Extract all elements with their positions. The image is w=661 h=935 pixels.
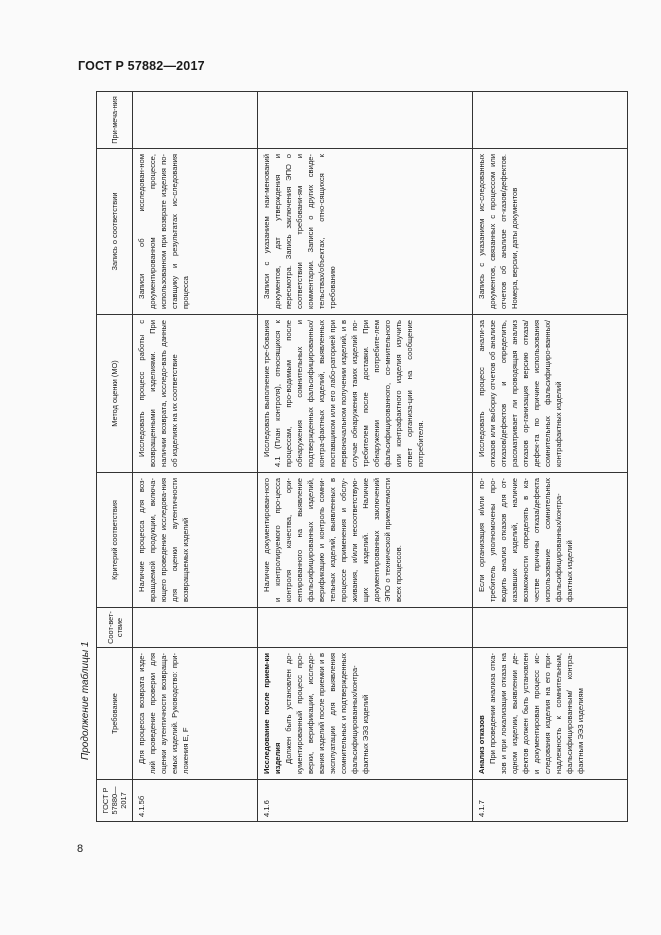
row-notes — [133, 92, 258, 149]
rotated-table-container — [96, 92, 616, 822]
method-text: Исследовать процесс анали-за отказов или выборку отчетов об анализе отказов/дефектов и определить, рассматривает ли проводящая анализ отказов ор-ганизация версию отказа/дефек-та по причине использования сомнительных фальсифициро-ванных/контрафактных изделий — [477, 320, 563, 467]
col-header-record: Запись о соответствии — [97, 149, 133, 315]
requirement-text: Должен быть установлен до-кументированный процесс про-верки, верификации, исследо-вания изделий после приемки и в эксплуатации для выявления сомнительных и подтвержденных фальсифицированных/контра-фактных ЭЭЗ изделий — [284, 653, 370, 774]
col-header-criterion: Критерий соответствия — [97, 473, 133, 608]
table-row — [473, 92, 628, 822]
row-compliance — [258, 608, 473, 648]
method-text: Исследовать выполнение тре-бования 4.1 (План контроля), относящихся к процессам, про-водимым после обнаружения сомнительных и подтвержденных фальсифицированных/контра-фактных изделий, выявленных поставщиком или его лабо-раторией при первоначальном получении изделий, и в случае обнаружения таких изделий по-требителем после доставки. При обнаружении потребите-лем фальсифицированного, со-мнительного или контрафактного изделия изучить ответ организа-ции на сообщение потребителя. — [262, 320, 425, 467]
criterion-text: Если организация и/или по-требитель уполномочены про-водить анализ отказов для от-казавших изделий, наличие возможности определять в ка-честве причины отказа/дефекта использование сомнительных фальсифицированных/контра-фактных изделий — [477, 478, 574, 602]
row-compliance — [133, 608, 258, 648]
table-row — [258, 92, 473, 822]
row-method — [473, 315, 628, 473]
row-record — [473, 149, 628, 315]
requirement-title: Исследование после прием-ки изделия — [262, 653, 282, 774]
col-header-code: ГОСТ Р 57880—2017 — [97, 780, 133, 822]
standard-title: ГОСТ Р 57882—2017 — [78, 59, 205, 73]
page-number: 8 — [77, 843, 84, 855]
col-header-method: Метод оценки (МО) — [97, 315, 133, 473]
row-requirement — [473, 648, 628, 780]
row-record — [133, 149, 258, 315]
record-text: Записи с указанием наи-менований документов, дат утверждения и пересмотра. Запись заключения ЭПО о соответствии требовани-ям и комментарии. Записи о других свиде-тельствах/объектах, отно-сящихся к требованию — [262, 154, 337, 309]
row-method — [133, 315, 258, 473]
requirement-text: При проведении анализа отка-зов и при локализации отказа на одном изделии, выявлении де-фектов должен быть установлен и документирован процесс ис-следования изделия на его при-надлежность к сомнительным, фальсифицированным/ контра-фактным ЭЭЗ изделиям — [488, 653, 585, 774]
criterion-text: Наличие документирован-ного и контролируемого про-цесса контроля качества, ори-ентированного на выявление фальсифицированных изделий, верификацию и контроль сомни-тельных изделий, выявленных в процессе применения и обслу-живания, и/или несоответствую-щих изделий. Наличие документированных заключений ЭПО о технической приемлемости всех процессов. — [262, 478, 403, 602]
col-header-requirement: Требование — [97, 648, 133, 780]
record-text: Запись с указанием ис-следованных документов, связанных с процессом или отчетов об анализе от-казов/дефектов. Номера, версии, даты документов — [477, 154, 519, 309]
row-criterion — [473, 473, 628, 608]
method-text: Исследовать процесс работы с возвращенными изделиями. При наличии возврата, исследо-вать данные об изделиях на их соответствие — [137, 320, 179, 467]
requirement-title: Анализ отказов — [477, 715, 486, 774]
row-criterion — [258, 473, 473, 608]
table-row — [133, 92, 258, 822]
table-header-row — [97, 92, 133, 822]
row-code: 4.1.6 — [258, 780, 473, 822]
record-text: Записи об исследован-ном документированном процессе, использованном при возврате изделия по-ставщику и результатах ис-следования процесса — [137, 154, 190, 309]
table-continuation-caption: Продолжение таблицы 1 — [80, 641, 91, 760]
col-header-compliance: Соот-вет-ствие — [97, 608, 133, 648]
row-notes — [258, 92, 473, 149]
requirements-table — [96, 91, 628, 822]
row-method — [258, 315, 473, 473]
row-code: 4.1.5б — [133, 780, 258, 822]
row-requirement — [258, 648, 473, 780]
row-code: 4.1.7 — [473, 780, 628, 822]
criterion-text: Наличие процесса для воз-вращаемой продукции, включа-ющего проведение исследова-ния для оценки аутентичности возвращаемых изделий — [137, 478, 190, 602]
row-record — [258, 149, 473, 315]
row-criterion — [133, 473, 258, 608]
row-requirement — [133, 648, 258, 780]
row-compliance — [473, 608, 628, 648]
row-notes — [473, 92, 628, 149]
requirement-text: Для процесса возврата изде-лий проведение проверки для оценки аутентичности возвраща-емых изделий. Руководство: при-ложения Е, F — [137, 653, 190, 774]
col-header-notes: При-меча-ния — [97, 92, 133, 149]
